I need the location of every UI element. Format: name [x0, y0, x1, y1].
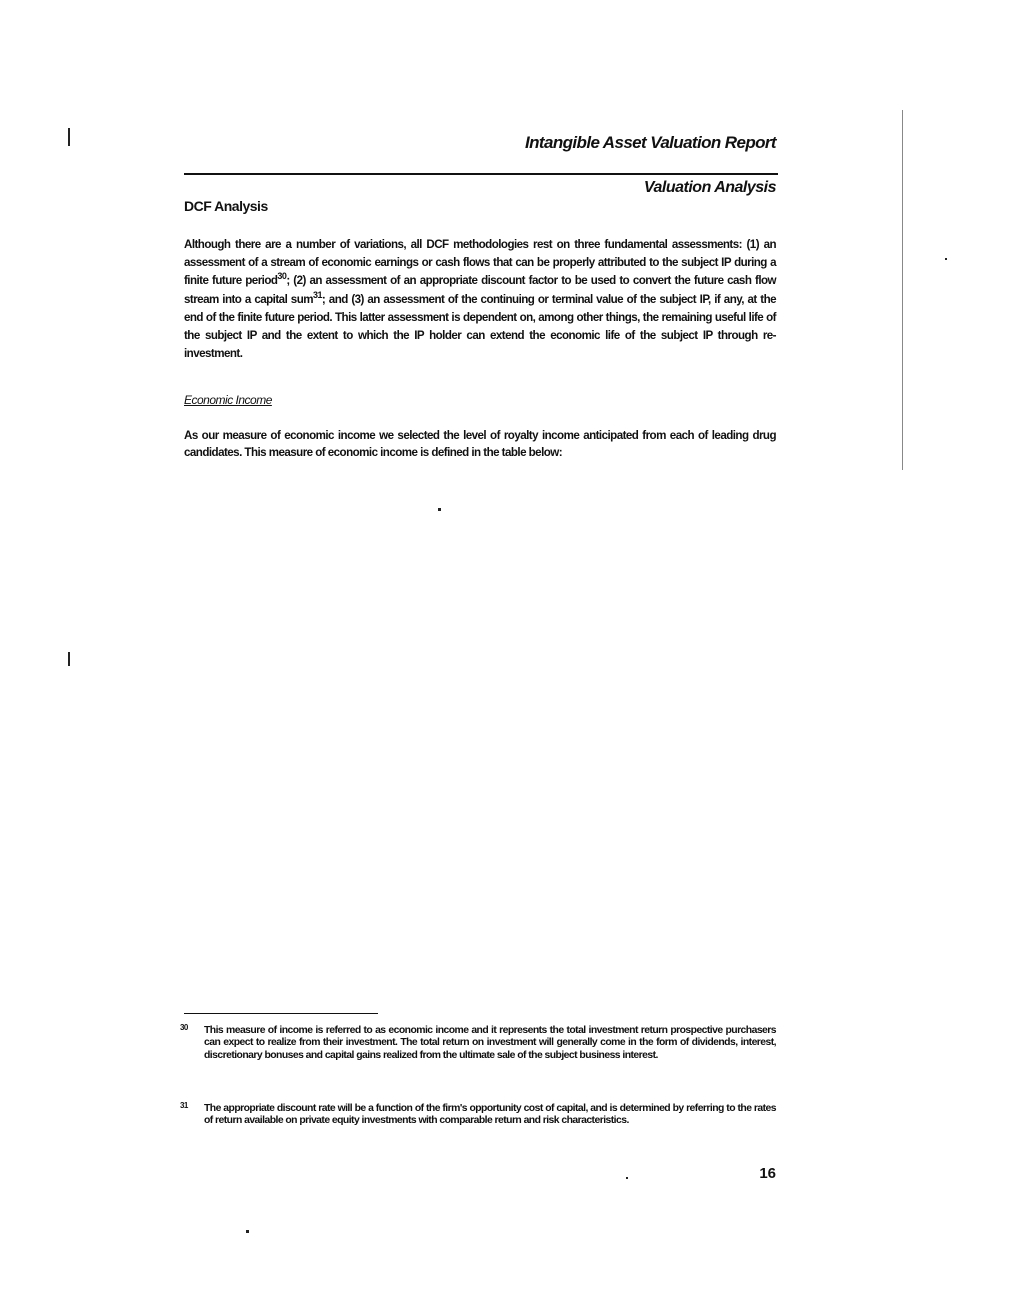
section-title: DCF Analysis [184, 198, 268, 214]
footnote-text: The appropriate discount rate will be a function of the firm's opportunity cost of capital, and is determined by referring to the rates of return available on private equity investments with comparable return and risk characteristics. [204, 1103, 776, 1127]
scan-mark [438, 508, 441, 511]
dcf-paragraph [184, 236, 776, 363]
paragraph-text-1: Although there are a number of variations, all DCF methodologies rest on three fundamental assessments: (1) an assessment of a stream of economic earnings or cash flows that can be properly attributed to the subject IP during a finite future period [184, 238, 776, 288]
footnote-ref-30: 30 [277, 271, 287, 282]
header-rule [184, 173, 778, 175]
footnote-31 [180, 1103, 776, 1128]
scan-mark [626, 1177, 628, 1179]
scan-mark [68, 652, 70, 666]
footnote-text: This measure of income is referred to as economic income and it represents the total investment return prospective purchasers can expect to realize from their investment. The total return on investment will generally come in the form of dividends, interest, discretionary bonuses and capital gains realized from the ultimate sale of the subject business interest. [204, 1025, 776, 1061]
paragraph-text-3: ; and (3) an assessment of the continuing or terminal value of the subject IP, if any, at the end of the finite future period. This latter assessment is dependent on, among other things, the remaining useful life of the subject IP and the extent to which the IP holder can extend the economic life of the subject IP through re-investment. [184, 292, 777, 361]
economic-income-paragraph: As our measure of economic income we selected the level of royalty income anticipated from each of leading drug candidates. This measure of economic income is defined in the table below: [184, 429, 776, 459]
scan-mark [68, 128, 70, 146]
scan-mark [902, 110, 903, 470]
report-title: Intangible Asset Valuation Report [525, 133, 776, 152]
scan-mark [246, 1230, 249, 1233]
scan-mark [945, 258, 947, 260]
paragraph-text-2: ; (2) an assessment of an appropriate discount factor to be used to convert the future cash flow stream into a capital sum [184, 274, 776, 306]
section-header: Valuation Analysis [643, 179, 776, 196]
footnote-mark: 30 [180, 1023, 188, 1032]
page-number: 16 [759, 1165, 776, 1182]
footnote-rule [184, 1013, 378, 1014]
footnote-ref-31: 31 [313, 289, 322, 300]
footnote-30 [180, 1025, 776, 1062]
subheading-economic-income: Economic Income [184, 393, 272, 407]
footnote-mark: 31 [180, 1101, 188, 1110]
